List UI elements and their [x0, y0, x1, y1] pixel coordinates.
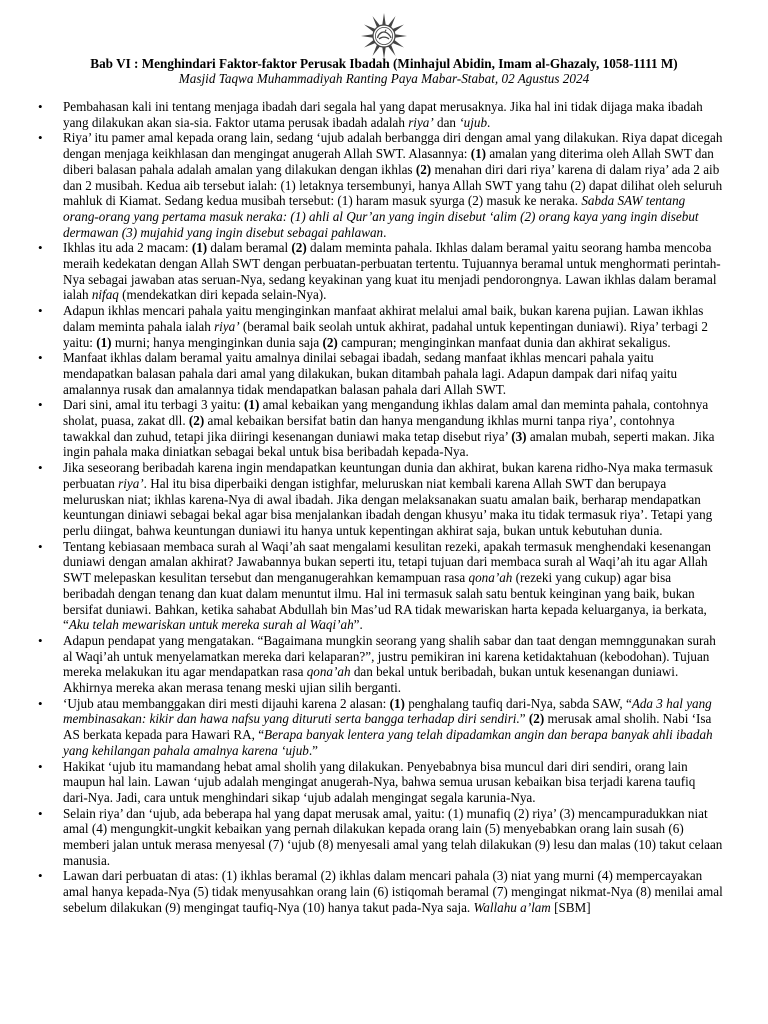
text-run: Selain riya’ dan ‘ujub, ada beberapa hal yang dapat merusak amal, yaitu: (1) munafiq (2) riya’ (3) mencampuradukkan niat amal (4) mengungkit-ungkit kebaikan yang pernah dilakukan kepada orang lain (5) menyebabkan orang lain susah (6) memberi jalan untuk merasa menyesal (7) ‘ujub (8) menyesali amal yang telah dilakukan (9) lesu dan malas (10) takut celaan manusia.: [63, 805, 723, 868]
text-run: Pembahasan kali ini tentang menjaga ibadah dari segala hal yang dapat merusaknya. Jika hal ini tidak dijaga maka ibadah yang dilakukan akan sia-sia. Faktor utama perusak ibadah adalah: [63, 99, 703, 130]
bullet-icon: •: [38, 805, 43, 821]
bullet-icon: •: [38, 303, 43, 319]
italic-text: riya’: [408, 114, 434, 130]
text-run: ‘Ujub atau membanggakan diri mesti dijauhi karena 2 alasan:: [63, 695, 390, 711]
italic-text: Ada 3 hal yang membinasakan: kikir dan hawa nafsu yang dituruti serta bangga terhadap diri sendiri.: [63, 695, 712, 727]
list-item-text: [63, 759, 723, 806]
italic-text: riya’: [118, 475, 144, 491]
bullet-icon: •: [38, 695, 43, 711]
text-run: Hakikat ‘ujub itu mamandang hebat amal sholih yang dilakukan. Penyebabnya bisa muncul dari diri sendiri, orang lain maupun hal lain. Lawan ‘ujub adalah mengingat anugerah-Nya, bahwa semua urusan kebaikan bisa terjadi karena taufiq dari-Nya. Jadi, cara untuk menghindari sikap ‘ujub adalah mengingat segala karunia-Nya.: [63, 758, 696, 805]
list-item-text: [63, 696, 723, 759]
text-run: campuran; menginginkan manfaat dunia dan akhirat sekaligus.: [337, 334, 671, 350]
list-item: [0, 350, 723, 397]
list-item-text: [63, 539, 723, 633]
list-item-text: [63, 397, 723, 460]
text-run: menahan diri dari riya’ karena di dalam riya’ ada 2 aib dan 2 musibah. Kedua aib tersebut ialah: (1) letaknya tersembunyi, hanya Allah SWT yang tahu (2) dapat dilihat oleh seluruh mahluk di Kiamat. Sedang kedua musibah tersebut: (1) haram masuk syurga (2) masuk ke neraka.: [63, 161, 723, 209]
text-run: murni; hanya menginginkan dunia saja: [111, 334, 323, 350]
list-item: [0, 460, 723, 539]
bullet-icon: •: [38, 397, 43, 413]
bold-text: (2): [322, 334, 338, 350]
bold-text: (2): [415, 161, 432, 177]
bullet-icon: •: [38, 130, 43, 146]
italic-text: Berapa banyak lentera yang telah dipadamkan angin dan berapa banyak ahli ibadah yang kehilangan pahala amalnya karena ‘ujub: [63, 727, 713, 758]
italic-text: Aku telah mewariskan untuk mereka surah al Waqi’ah: [68, 617, 354, 633]
text-run: . Hal itu bisa diperbaiki dengan istighfar, meluruskan niat kembali karena Allah SWT dan berupaya meluruskan niat; ikhlas karena-Nya di awal ibadah. Jika dengan melaksanakan suatu amalan baik, berharap mendapatkan keuntungan diniawi sebagai bekal agar bisa menjalankan ibadah dengan khusyu’ maka itu tidak termasuk riya’. Tetapi yang perlu diingat, bahwa keuntungan duniawi itu hanya untuk kepentingan akhirat saja, bukan untuk kebutuhan dunia.: [63, 475, 713, 538]
text-run: amalan mubah, seperti makan. Jika ingin pahala maka diniatkan sebagai bekal untuk bisa beribadah kepada-Nya.: [63, 428, 715, 460]
bold-text: (2): [188, 413, 205, 429]
bullet-icon: •: [38, 240, 43, 256]
italic-text: nifaq: [91, 287, 119, 303]
list-item: [0, 759, 723, 806]
text-run: Tentang kebiasaan membaca surah al Waqi’ah saat mengalami kesulitan rezeki, apakah termasuk menghendaki kesenangan duniawi dengan amalan akhirat? Jawabannya bukan seperti itu, tetapi tujuan dari membaca surah al Waqi’ah itu agar Allah SWT melepaskan kesulitan tersebut dan menganugerahkan kemampuan rasa: [63, 538, 711, 586]
list-item-text: [63, 806, 723, 869]
bullet-icon: •: [38, 632, 43, 648]
muhammadiyah-logo-icon: [360, 12, 408, 60]
text-run: Jika seseorang beribadah karena ingin mendapatkan keuntungan dunia dan akhirat, bukan karena ridho-Nya maka termasuk perbuatan: [63, 460, 713, 491]
list-item-text: [63, 633, 723, 696]
sun-ray-shape: [395, 34, 407, 38]
bullet-icon: •: [38, 99, 43, 114]
italic-text: qona’ah: [306, 664, 351, 680]
bullet-icon: •: [38, 538, 43, 554]
text-run: Adapun pendapat yang mengatakan. “Bagaimana mungkin seorang yang shalih sabar dan taat dengan memnggunakan surah al Waqi’ah untuk menyelamatkan mereka dari kelaparan?”, justru pemikiran ini karena ketidaktahuan (kebodohan). Tujuan mereka melakukan itu agar mendapatkan rasa: [63, 632, 716, 680]
bold-text: (1): [389, 695, 405, 711]
list-item: [0, 806, 723, 869]
italic-text: riya’: [214, 318, 240, 334]
list-item: [0, 303, 723, 350]
list-item: [0, 397, 723, 460]
italic-text: Sabda SAW tentang orang-orang yang pertama masuk neraka: (1) ahli al Qur’an yang ingin disebut ‘alim (2) orang kaya yang ingin disebut dermawan (3) mujahid yang ingin disebut sebagai pahlawan: [63, 193, 699, 240]
bold-text: (1): [96, 334, 112, 350]
list-item: [0, 99, 723, 130]
text-run: dan bekal untuk beribadah, bukan untuk kesenangan duniawi. Akhirnya mereka akan merasa tenang meski ujian silih berganti.: [63, 664, 679, 696]
bullet-icon: •: [38, 460, 43, 476]
list-item-text: [63, 240, 723, 303]
list-item-text: [63, 868, 723, 915]
text-run: amal kebaikan yang mengandung ikhlas dalam amal dan meminta pahala, contohnya sholat, puasa, zakat dll.: [63, 397, 709, 429]
sun-ray-shape: [382, 13, 386, 25]
text-run: penghalang taufiq dari-Nya, sabda SAW, “: [404, 695, 632, 711]
bullet-icon: •: [38, 868, 43, 884]
sun-ray-shape: [361, 34, 373, 38]
italic-text: qona’ah: [468, 570, 513, 586]
italic-text: Wallahu a’lam: [473, 899, 551, 915]
list-item-text: [63, 460, 723, 539]
document-title: Bab VI : Menghindari Faktor-faktor Perusak Ibadah (Minhajul Abidin, Imam al-Ghazaly, 1058-1111 M): [90, 56, 678, 71]
text-run: dan: [433, 114, 460, 130]
bold-text: (2): [528, 711, 545, 727]
text-run: (beramal baik seolah untuk akhirat, padahal untuk kepentingan duniawi). Riya’ terbagi 2 yaitu:: [63, 318, 708, 350]
bold-text: (2): [291, 240, 307, 256]
text-run: ”: [519, 711, 529, 727]
text-run: .: [383, 224, 387, 240]
text-run: ”.: [353, 617, 363, 633]
text-run: Dari sini, amal itu terbagi 3 yaitu:: [63, 397, 245, 413]
bullet-icon: •: [38, 758, 43, 774]
bold-text: (1): [191, 240, 208, 256]
bold-text: (1): [244, 397, 260, 413]
text-run: .: [487, 114, 491, 130]
bullet-list: [0, 99, 768, 916]
text-run: (rezeki yang cukup) agar bisa beribadah dengan tenang dan kuat dalam menuntut ilmu. Hal ini termasuk salah satu bentuk keinginan yang baik, bukan bersifat duniawi. Bahkan, ketika sahabat Abdullah bin Mas’ud RA tidak mewariskan harta kepada keluarganya, ia berkata, “: [63, 570, 707, 633]
list-item: [0, 130, 723, 240]
text-run: Lawan dari perbuatan di atas: (1) ikhlas beramal (2) ikhlas dalam mencari pahala (3) niat yang murni (4) mempercayakan amal hanya kepada-Nya (5) tidak menyusahkan orang lain (6) istiqomah beramal (7) mengingat nikmat-Nya (8) menilai amal sebelum dilakukan (9) mengingat taufiq-Nya (10) hanya takut pada-Nya saja.: [63, 868, 723, 915]
list-item: [0, 539, 723, 633]
bold-text: (3): [511, 428, 527, 444]
list-item: [0, 633, 723, 696]
text-run: [SBM]: [550, 899, 591, 915]
text-run: dalam beramal: [207, 240, 292, 256]
text-run: .”: [308, 742, 318, 758]
text-run: dalam meminta pahala. Ikhlas dalam beramal yaitu seorang hamba mencoba meraih kedekatan dengan Allah SWT dengan perbuatan-perbuatan tertentu. Tujuannya beramal untuk menghormati perintah-Nya sebagai jawaban atas seruan-Nya, sedang keyakinan yang kuat itu menjadi pendorongnya. Lawan ikhlas dalam beramal ialah: [63, 240, 721, 303]
list-item-text: [63, 130, 723, 240]
list-item: [0, 696, 723, 759]
text-run: merusak amal sholih. Nabi ‘Isa AS berkata kepada para Hawari RA, “: [63, 711, 712, 743]
list-item: [0, 240, 723, 303]
italic-text: ‘ujub: [459, 114, 488, 130]
list-item-text: [63, 303, 723, 350]
text-run: amal kebaikan bersifat batin dan hanya mengandung ikhlas murni tanpa riya’, contohnya tawakkal dan zuhud, tetapi jika diiringi kesenangan duniawi maka tetap disebut riya’: [63, 413, 675, 444]
bullet-icon: •: [38, 350, 43, 366]
text-run: Ikhlas itu ada 2 macam:: [63, 240, 192, 256]
document-subtitle: Masjid Taqwa Muhammadiyah Ranting Paya Mabar-Stabat, 02 Agustus 2024: [178, 71, 590, 86]
text-run: Manfaat ikhlas dalam beramal yaitu amalnya dinilai sebagai ibadah, sedang manfaat ikhlas mencari pahala yaitu mendapatkan balasan pahala dari amal yang dilakukan, bukan ditambah pahala lagi. Adapun dampak dari nifaq yaitu amalannya rusak dan amalannya tidak mendapatkan balasan pahala dari Allah SWT.: [63, 350, 678, 397]
text-run: amalan yang diterima oleh Allah SWT dan diberi balasan pahala adalah amalan yang dilakukan dengan ikhlas: [63, 146, 714, 177]
list-item-text: [63, 99, 723, 130]
text-run: Adapun ikhlas mencari pahala yaitu menginginkan manfaat akhirat melalui amal baik, bukan karena pujian. Lawan ikhlas dalam meminta pahala ialah: [63, 303, 704, 334]
bold-text: (1): [470, 146, 487, 162]
text-run: Riya’ itu pamer amal kepada orang lain, sedang ‘ujub adalah berbangga diri dengan amal yang dilakukan. Riya dapat dicegah dengan menjaga keikhlasan dan mengingat anugerah Allah SWT. Alasannya:: [63, 130, 723, 162]
text-run: (mendekatkan diri kepada selain-Nya).: [118, 287, 327, 303]
list-item-text: [63, 350, 723, 397]
list-item: [0, 868, 723, 915]
